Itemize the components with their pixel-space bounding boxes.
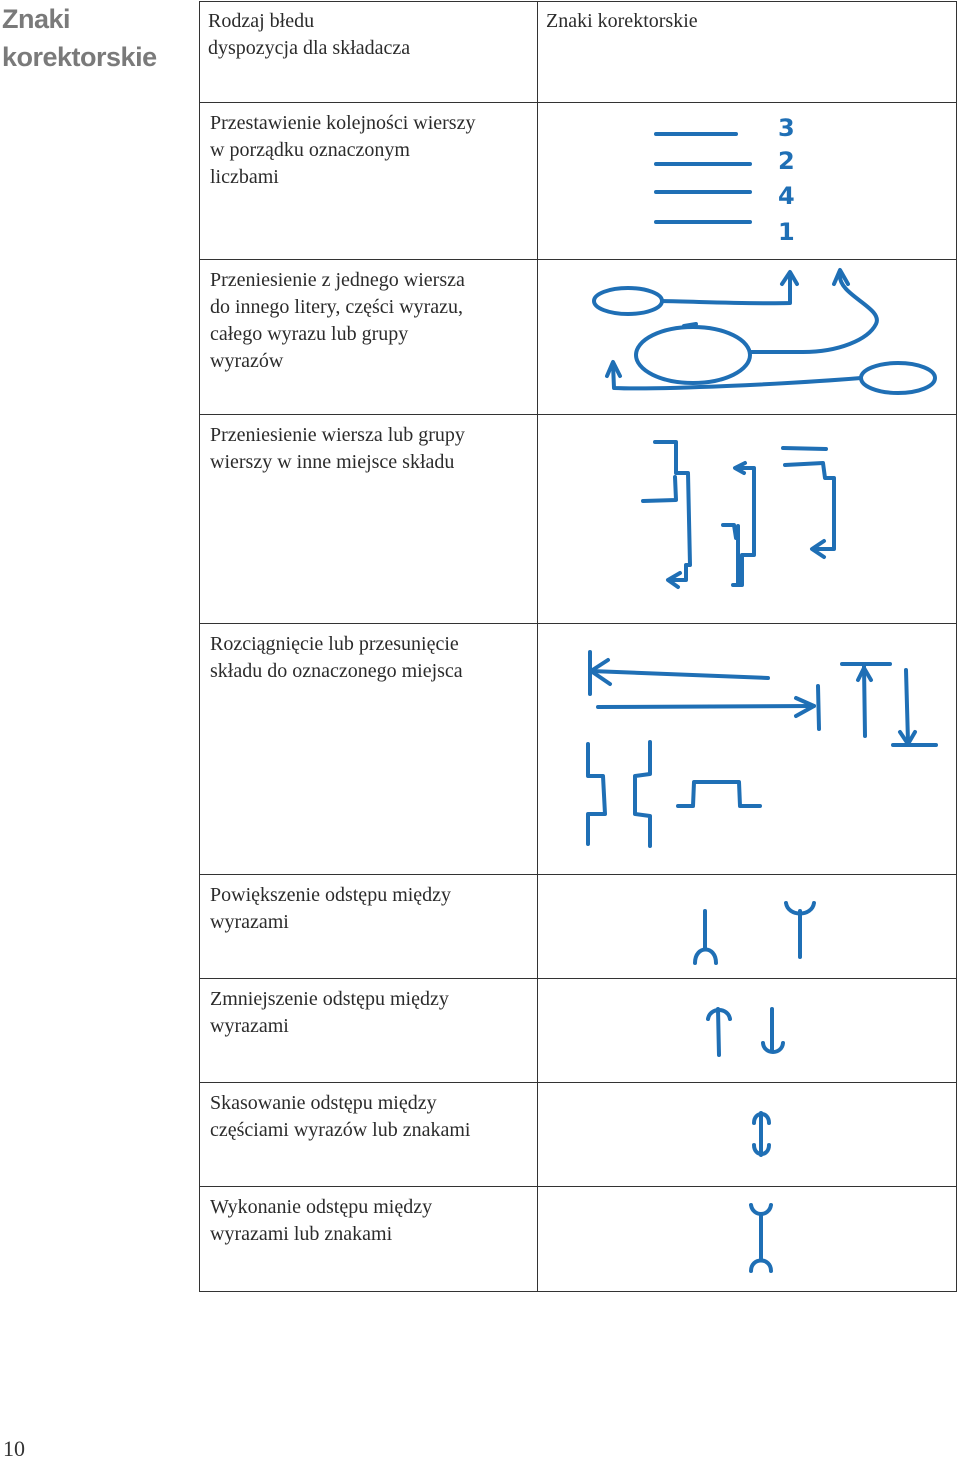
row-desc-line: Rozciągnięcie lub przesunięcie bbox=[210, 633, 459, 655]
table-row bbox=[200, 979, 957, 1083]
header-left-cell bbox=[200, 2, 538, 103]
row-desc-line: całego wyrazu lub grupy bbox=[210, 323, 409, 345]
table-row bbox=[200, 415, 957, 624]
row-desc-line: w porządku oznaczonym bbox=[210, 139, 410, 161]
row-desc-line: wyrazów bbox=[210, 350, 284, 372]
increase-spacing-icon bbox=[538, 875, 958, 978]
row-desc-line: Powiększenie odstępu między bbox=[210, 884, 452, 906]
row-description bbox=[200, 875, 538, 979]
proofreading-marks-table bbox=[199, 1, 957, 1292]
row-desc-line: Zmniejszenie odstępu między bbox=[210, 988, 449, 1010]
insert-spacing-icon bbox=[538, 1187, 958, 1291]
row-desc-line: wyrazami bbox=[210, 911, 289, 933]
order-number: 4 bbox=[778, 182, 795, 210]
decrease-spacing-icon bbox=[538, 979, 958, 1082]
row-desc-line: Skasowanie odstępu między bbox=[210, 1092, 437, 1114]
row-description bbox=[200, 1187, 538, 1292]
order-number: 1 bbox=[778, 218, 795, 246]
delete-spacing-icon bbox=[538, 1083, 958, 1186]
header-left-line-2: dyspozycja dla składacza bbox=[208, 37, 411, 59]
row-desc-line: Przestawienie kolejności wierszy bbox=[210, 112, 476, 134]
row-symbol-cell bbox=[538, 260, 957, 415]
table-row bbox=[200, 260, 957, 415]
table-row bbox=[200, 875, 957, 979]
row-desc-line: składu do oznaczonego miejsca bbox=[210, 660, 463, 682]
header-right-cell bbox=[538, 2, 957, 103]
row-desc-line: do innego litery, części wyrazu, bbox=[210, 296, 464, 318]
row-description bbox=[200, 260, 538, 415]
row-symbol-cell bbox=[538, 103, 957, 260]
line-order-numbers-icon bbox=[538, 103, 958, 259]
stretch-shift-arrows-icon bbox=[538, 624, 958, 874]
row-description bbox=[200, 103, 538, 260]
row-desc-line: częściami wyrazów lub znakami bbox=[210, 1119, 471, 1141]
row-desc-line: liczbami bbox=[210, 166, 279, 188]
page-number: 10 bbox=[3, 1436, 25, 1461]
row-symbol-cell bbox=[538, 1083, 957, 1187]
order-number: 2 bbox=[778, 147, 795, 175]
table-row bbox=[200, 624, 957, 875]
row-desc-line: Przeniesienie z jednego wiersza bbox=[210, 269, 465, 291]
side-title-line-1: Znaki bbox=[2, 4, 71, 34]
header-left-line-1: Rodzaj błedu bbox=[208, 10, 315, 32]
side-title-line-2: korektorskie bbox=[2, 42, 157, 72]
side-title bbox=[2, 0, 192, 76]
row-symbol-cell bbox=[538, 624, 957, 875]
table-row bbox=[200, 1083, 957, 1187]
row-desc-line: Wykonanie odstępu między bbox=[210, 1196, 433, 1218]
table-row bbox=[200, 1187, 957, 1292]
row-symbol-cell bbox=[538, 1187, 957, 1292]
order-number: 3 bbox=[778, 114, 795, 142]
row-symbol-cell bbox=[538, 875, 957, 979]
row-symbol-cell bbox=[538, 979, 957, 1083]
row-symbol-cell bbox=[538, 415, 957, 624]
row-description bbox=[200, 1083, 538, 1187]
row-description bbox=[200, 624, 538, 875]
move-text-loops-icon bbox=[538, 260, 958, 414]
move-lines-brackets-icon bbox=[538, 415, 958, 623]
row-desc-line: Przeniesienie wiersza lub grupy bbox=[210, 424, 465, 446]
table-header-row bbox=[200, 2, 957, 103]
row-description bbox=[200, 979, 538, 1083]
row-description bbox=[200, 415, 538, 624]
row-desc-line: wyrazami bbox=[210, 1015, 289, 1037]
row-desc-line: wyrazami lub znakami bbox=[210, 1223, 393, 1245]
table-row bbox=[200, 103, 957, 260]
header-right-label: Znaki korektorskie bbox=[546, 10, 698, 32]
row-desc-line: wierszy w inne miejsce składu bbox=[210, 451, 455, 473]
